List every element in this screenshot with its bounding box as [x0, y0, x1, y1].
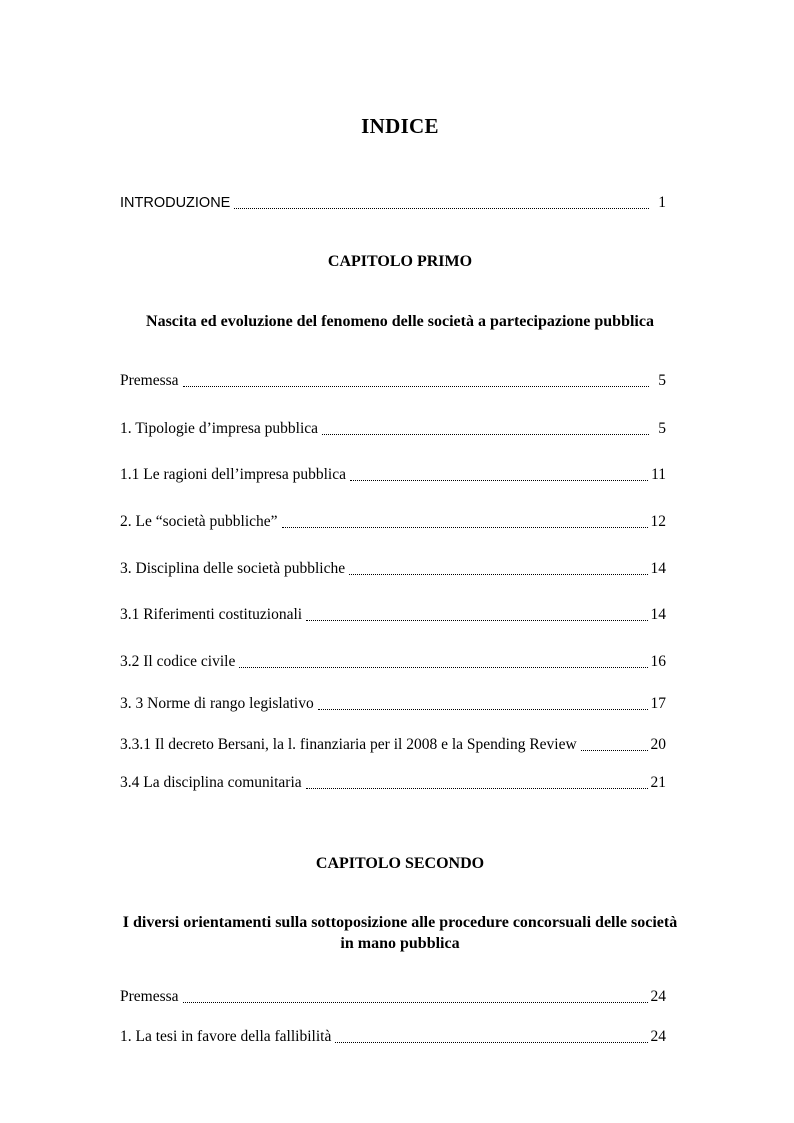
- toc-entry-page: 5: [658, 372, 666, 389]
- toc-entry-label: 3. Disciplina delle società pubbliche: [120, 560, 346, 577]
- toc-entry-page: 24: [650, 988, 666, 1005]
- toc-entry-page: 14: [650, 606, 666, 623]
- dot-leader: [183, 990, 648, 1003]
- index-title: INDICE: [361, 114, 439, 138]
- chapter-subtitle-1: Nascita ed evoluzione del fenomeno delle società a partecipazione pubblica: [146, 313, 654, 330]
- toc-entry-page: 24: [650, 1028, 666, 1045]
- toc-entry-label: 1. La tesi in favore della fallibilità: [120, 1028, 332, 1045]
- toc-entry[interactable]: [120, 605, 666, 625]
- toc-entry-page: 11: [651, 466, 666, 483]
- toc-entry[interactable]: [120, 512, 666, 532]
- toc-entry-label: 1.1 Le ragioni dell’impresa pubblica: [120, 466, 346, 483]
- toc-entry-page: 5: [658, 420, 666, 437]
- dot-leader: [318, 697, 648, 710]
- dot-leader: [581, 738, 648, 751]
- toc-entry-page: 20: [650, 736, 666, 753]
- chapter-subtitle-2: I diversi orientamenti sulla sottoposizione alle procedure concorsuali delle società in mano pubblica: [122, 914, 678, 952]
- toc-entry[interactable]: [120, 987, 666, 1007]
- toc-entry[interactable]: [120, 773, 666, 793]
- toc-entry[interactable]: [120, 371, 666, 391]
- chapter-heading-2: CAPITOLO SECONDO: [315, 855, 485, 872]
- toc-entry-label: Premessa: [120, 988, 179, 1005]
- chapter-heading-1: CAPITOLO PRIMO: [327, 253, 473, 270]
- dot-leader: [335, 1030, 647, 1043]
- dot-leader: [282, 515, 648, 528]
- toc-entry-label: 3.2 Il codice civile: [120, 653, 236, 670]
- dot-leader: [183, 374, 649, 387]
- dot-leader: [306, 608, 647, 621]
- toc-entry[interactable]: [120, 465, 666, 485]
- toc-entry-page: 14: [650, 560, 666, 577]
- toc-entry-label: Premessa: [120, 372, 179, 389]
- dot-leader: [239, 655, 647, 668]
- toc-entry-label: 3.1 Riferimenti costituzionali: [120, 606, 303, 623]
- toc-entry-page: 12: [650, 513, 666, 530]
- toc-entry-label: 3.3.1 Il decreto Bersani, la l. finanziaria per il 2008 e la Spending Review: [120, 736, 577, 753]
- dot-leader: [349, 562, 647, 575]
- toc-entry-label: 1. Tipologie d’impresa pubblica: [120, 420, 319, 437]
- toc-entry-label: 3.4 La disciplina comunitaria: [120, 774, 302, 791]
- toc-entry-page: 1: [658, 194, 666, 211]
- toc-entry-label: 2. Le “società pubbliche”: [120, 513, 278, 530]
- toc-entry[interactable]: [120, 694, 666, 714]
- toc-entry-page: 16: [650, 653, 666, 670]
- toc-entry-page: 21: [650, 774, 666, 791]
- toc-entry[interactable]: [120, 735, 666, 755]
- toc-entry[interactable]: [120, 559, 666, 579]
- toc-entry-page: 17: [650, 695, 666, 712]
- dot-leader: [234, 196, 649, 209]
- toc-entry[interactable]: [120, 1027, 666, 1047]
- dot-leader: [322, 422, 649, 435]
- dot-leader: [306, 776, 648, 789]
- toc-entry[interactable]: [120, 419, 666, 439]
- toc-entry-introduction[interactable]: [120, 193, 666, 213]
- toc-entry-label: 3. 3 Norme di rango legislativo: [120, 695, 314, 712]
- toc-entry-label: INTRODUZIONE: [120, 195, 231, 211]
- dot-leader: [350, 468, 648, 481]
- toc-entry[interactable]: [120, 652, 666, 672]
